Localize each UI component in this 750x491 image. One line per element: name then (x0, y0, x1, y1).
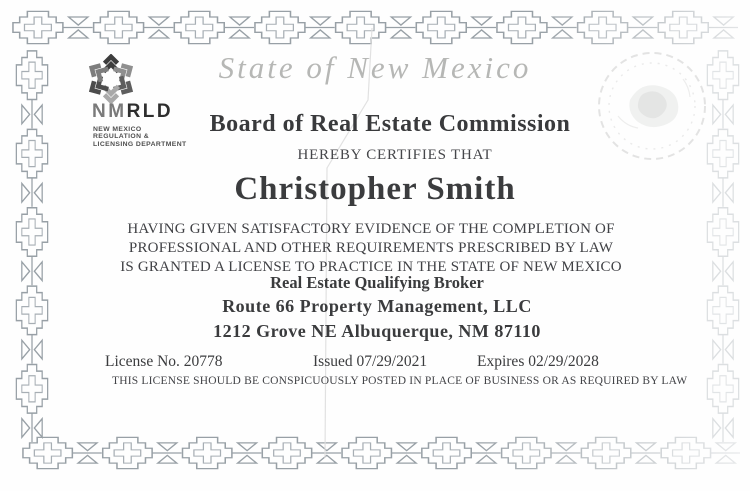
posting-notice: THIS LICENSE SHOULD BE CONSPICUOUSLY POSTED IN PLACE OF BUSINESS OR AS REQUIRED BY LAW (112, 375, 688, 387)
dept-line-3: LICENSING DEPARTMENT (93, 140, 187, 148)
state-title: State of New Mexico (218, 50, 532, 85)
company-name: Route 66 Property Management, LLC (222, 296, 532, 316)
board-title: Board of Real Estate Commission (209, 111, 571, 137)
statement-line-3: IS GRANTED A LICENSE TO PRACTICE IN THE STATE OF NEW MEXICO (120, 259, 622, 275)
license-detail-row (0, 353, 750, 375)
issued-date: Issued 07/29/2021 (313, 353, 428, 370)
dept-line-1: NEW MEXICO (93, 126, 142, 133)
expires-date: Expires 02/29/2028 (477, 353, 599, 370)
license-number: License No. 20778 (105, 353, 223, 370)
license-type: Real Estate Qualifying Broker (270, 273, 484, 292)
dept-line-2: REGULATION & (93, 133, 150, 141)
statement-paragraph (0, 220, 750, 277)
statement-line-2: PROFESSIONAL AND OTHER REQUIREMENTS PRESCRIBED BY LAW (128, 240, 614, 256)
licensee-name: Christopher Smith (234, 171, 516, 207)
statement-line-1: HAVING GIVEN SATISFACTORY EVIDENCE OF THE COMPLETION OF (127, 221, 615, 237)
certifies-line: HEREBY CERTIFIES THAT (297, 147, 493, 163)
nmrld-acronym-rld: RLD (126, 101, 174, 122)
company-address: 1212 Grove NE Albuquerque, NM 87110 (213, 321, 541, 341)
nmrld-acronym-nm: NM (92, 101, 127, 122)
